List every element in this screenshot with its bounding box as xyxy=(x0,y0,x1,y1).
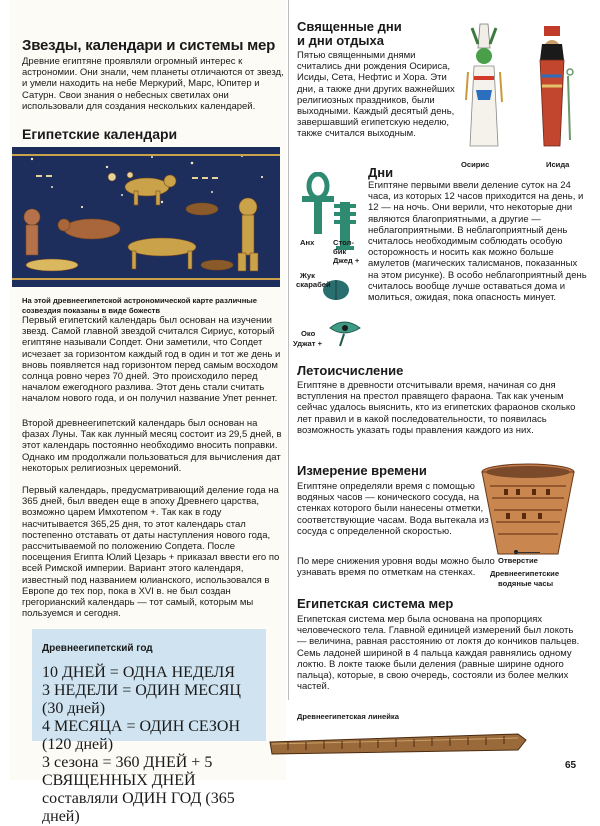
year-line: 3 НЕДЕЛИ = ОДИН МЕСЯЦ (30 дней) xyxy=(42,682,241,717)
holy-days-heading-line-1: Священные дни xyxy=(297,19,402,34)
isis-label: Исида xyxy=(546,160,570,169)
astronomical-map-caption: На этой древнеегипетской астрономической карте различные созвездия показаны в виде божеств xyxy=(22,296,257,315)
measures-heading: Египетская система мер xyxy=(297,596,454,611)
osiris-isis-illustration xyxy=(458,20,588,160)
djed-label-line-2: бик xyxy=(333,247,347,256)
ankh-label: Анх xyxy=(300,238,315,247)
year-line: 4 МЕСЯЦА = ОДИН СЕЗОН (120 дней) xyxy=(42,718,241,753)
calendars-paragraph-2: Второй древнеегипетский календарь был основан на фазах Луны. Так как лунный месяц состоит из 29,5 дней, в этот календарь постоянно необходимо вносить поправки. Однако им продолжали пользоваться для вычисления дат некоторых религиозных церемоний. xyxy=(22,418,282,474)
year-line: 10 ДНЕЙ = ОДНА НЕДЕЛЯ xyxy=(42,664,235,681)
time-measure-text-1: Египтяне определяли время с помощью водяных часов — конического сосуда, на стенках которого были нанесены отметки, соответствующие часам. Вода вытекала из сосуда с определенной скоростью. xyxy=(297,481,489,537)
djed-label-line-3: Джед + xyxy=(333,256,360,265)
eye-label-line-1: Око xyxy=(301,329,316,338)
year-line: составляли ОДИН ГОД (365 дней) xyxy=(42,790,235,825)
calendars-heading: Египетские календари xyxy=(22,126,178,142)
chronology-heading: Летоисчисление xyxy=(297,363,404,378)
days-heading: Дни xyxy=(368,165,394,180)
ruler-caption: Древнеегипетская линейка xyxy=(297,712,399,721)
djed-label-line-1: Стол- xyxy=(333,238,354,247)
time-measure-heading: Измерение времени xyxy=(297,463,427,478)
measures-text: Египетская система мер была основана на пропорциях человеческого тела. Главной единицей измерений был локоть — величина, равная расстоянию от локтя до кончиков пальцев. Семь ладоней шириной в 4 пальца каждая равнялись одному локтю. В локте также были деления (равные ширине одного пальца), которые, в свою очередь, состояли из более мелких частей. xyxy=(297,614,580,693)
holy-days-text: Пятью священными днями считались дни рождения Осириса, Исиды, Сета, Нефтис и Хора. Эти дни, а также дни других важнейших религиозных праздников, были выходными. Каждый десятый день, завершавший египетскую неделю, также считался выходным. xyxy=(297,50,455,140)
year-line: 3 сезона = 360 ДНЕЙ + 5 СВЯЩЕННЫХ ДНЕЙ xyxy=(42,754,213,789)
calendars-paragraph-3: Первый календарь, предусматривающий деление года на 365 дней, был введен еще в эпоху Древнего царства, возможно царем Имхотепом +. Так как в году насчитывается 365,25 дня, то этот календарь стал постепенно отставать от даты наступления нового года, рассчитываемой по положению Сопдета. После посещения Египта Юлий Цезарь + приказал ввести его по всей Римской империи. Вариант этого календаря, известный под названием юлианского, использовался в Европе до тех пор, пока в XVI в. не был создан грегорианский календарь — тот самый, которым мы пользуемся и сегодня. xyxy=(22,485,280,620)
scarab-label-line-1: Жук xyxy=(300,271,315,280)
scarab-label-line-2: скарабей xyxy=(296,280,331,289)
hole-label: Отверстие xyxy=(498,556,538,565)
days-text: Египтяне первыми ввели деление суток на 24 часа, из которых 12 часов приходится на день, и 12 — на ночь. Они верили, что некоторые дни являются благоприятными, а другие — неблагоприятными. В неблагоприятный день считалось необходимым соблюдать особую осторожность и носить как можно больше амулетов (магических талисманов, показанных на этом рисунке). В особо неблагоприятный день считалось вообще лучше оставаться дома и молиться, ожидая, пока опасность минует. xyxy=(368,180,587,304)
water-clock-illustration xyxy=(476,462,580,562)
column-divider xyxy=(288,0,289,700)
astronomical-map-image xyxy=(12,147,280,287)
calendars-paragraph-1: Первый египетский календарь был основан на изучении звезд. Самой главной звездой считался Сириус, который египтяне называли Сопдет. Они заметили, что Сопдет исчезает за горизонтом каждый год в один и тот же день и вновь появляется над горизонтом перед самым восходом солнца ровно через 70 дней. Это происходило перед началом ежегодного разлива. Этот день стали считать началом нового года, и он получил название Упет реннет. xyxy=(22,315,281,405)
osiris-label: Осирис xyxy=(461,160,490,169)
hole-pointer-line xyxy=(514,552,540,553)
holy-days-heading-line-2: и дни отдыха xyxy=(297,33,384,48)
page-title: Звезды, календари и системы мер xyxy=(22,37,276,54)
intro-text: Древние египтяне проявляли огромный интерес к астрономии. Они знали, чем планеты отличаются от звезд, и умели находить на небе Меркурий, Марс, Юпитер и Сатурн. Свои знания о небесных светилах они использовали для создания нескольких календарей. xyxy=(22,56,284,112)
chronology-text: Египтяне в древности отсчитывали время, начиная со дня вступления на престол правящего фараона. Так как ученым сейчас удалось выяснить, кто из египетских фараонов сколько лет правил и в какой последовательности, то появилась возможность указать годы правления каждого из них. xyxy=(297,380,576,436)
time-measure-text-2: По мере снижения уровня воды можно было узнавать время по отметкам на стенках. xyxy=(297,556,495,579)
water-clock-caption-line-2: водяные часы xyxy=(498,579,554,588)
astronomical-map-illustration xyxy=(12,147,280,287)
page-number: 65 xyxy=(565,760,577,771)
eye-label-line-2: Уджат + xyxy=(293,339,323,348)
ancient-ruler-illustration xyxy=(268,728,528,758)
egyptian-year-title: Древнеегипетский год xyxy=(42,643,153,654)
water-clock-caption-line-1: Древнеегипетские xyxy=(490,569,560,578)
